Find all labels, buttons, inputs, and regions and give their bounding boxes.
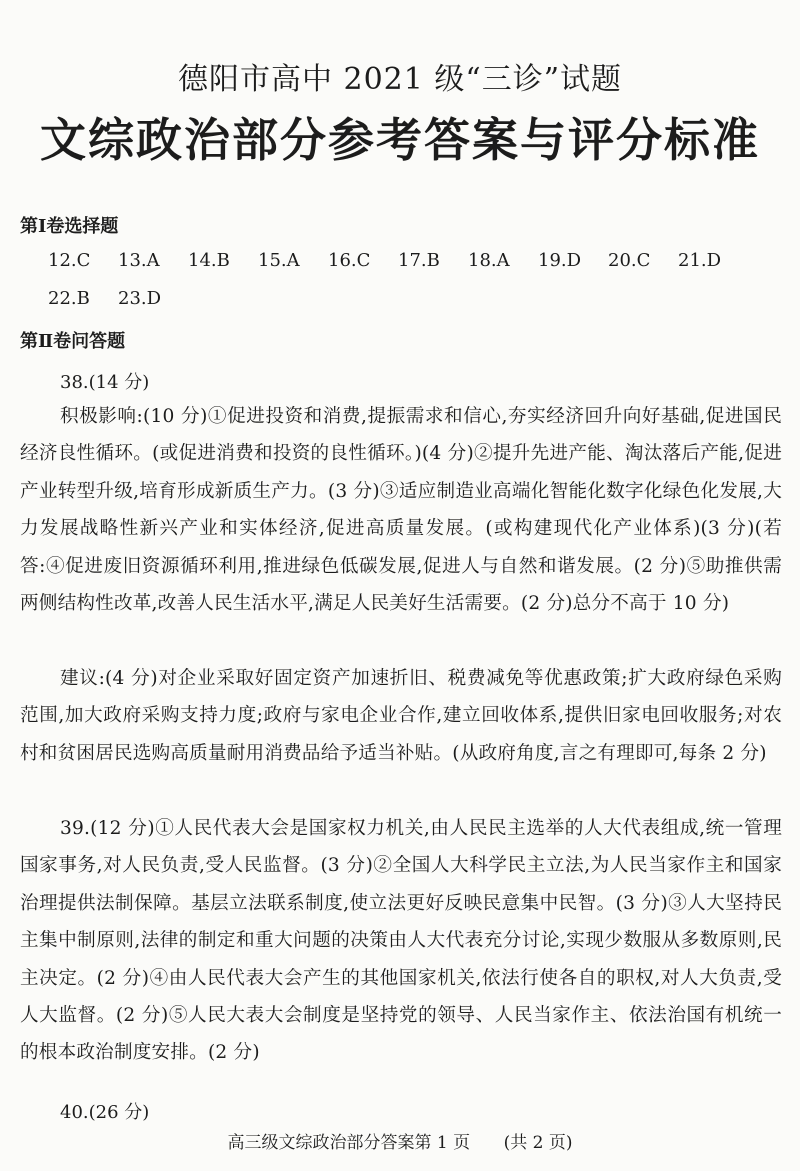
section1-heading: 第Ⅰ卷选择题 xyxy=(20,216,119,237)
answer-item: 20.C xyxy=(608,250,651,271)
answer-item: 14.B xyxy=(188,250,230,271)
answer-item: 17.B xyxy=(398,250,440,271)
answer-item: 12.C xyxy=(48,250,91,271)
footer-page-label: 高三级文综政治部分答案第 1 页 xyxy=(227,1133,471,1153)
answer-item: 13.A xyxy=(118,250,160,271)
document-title-line1: 德阳市高中 2021 级“三诊”试题 xyxy=(177,62,623,97)
choice-answers-row2 xyxy=(48,288,188,309)
answer-item: 19.D xyxy=(538,250,582,271)
question-39-paragraph: 39.(12 分)①人民代表大会是国家权力机关,由人民民主选举的人大代表组成,统一管理国家事务,对人民负责,受人民监督。(3 分)②全国人大科学民主立法,为人民当家作主和国家治理提供法制保障。基层立法联系制度,使立法更好反映民意集中民智。(3 分)③人大坚持民主集中制原则,法律的制定和重大问题的决策由人大代表充分讨论,实现少数服从多数原则,民主决定。(2 分)④由人民代表大会产生的其他国家机关,依法行使各自的职权,对人大负责,受人大监督。(2 分)⑤人民大表大会制度是坚持党的领导、人民当家作主、依法治国有机统一的根本政治制度安排。(2 分) xyxy=(20,818,782,1064)
page-footer xyxy=(0,1128,800,1153)
choice-answers-row1 xyxy=(48,250,748,271)
answer-item: 23.D xyxy=(118,288,162,309)
answer-item: 22.B xyxy=(48,288,90,309)
footer-total-label: (共 2 页) xyxy=(503,1133,573,1153)
question-40-label: 40.(26 分) xyxy=(60,1102,150,1123)
answer-item: 21.D xyxy=(678,250,722,271)
document-title-line2: 文综政治部分参考答案与评分标准 xyxy=(40,113,760,167)
question-38-suggestion-paragraph: 建议:(4 分)对企业采取好固定资产加速折旧、税费减免等优惠政策;扩大政府绿色采购范围,加大政府采购支持力度;政府与家电企业合作,建立回收体系,提供旧家电回收服务;对农村和贫困居民选购高质量耐用消费品给予适当补贴。(从政府角度,言之有理即可,每条 2 分) xyxy=(20,668,782,764)
answer-item: 18.A xyxy=(468,250,510,271)
answer-item: 16.C xyxy=(328,250,371,271)
question-38-impact-paragraph: 积极影响:(10 分)①促进投资和消费,提振需求和信心,夯实经济回升向好基础,促进国民经济良性循环。(或促进消费和投资的良性循环。)(4 分)②提升先进产能、淘汰落后产能,促进产业转型升级,培育形成新质生产力。(3 分)③适应制造业高端化智能化数字化绿色化发展,大力发展战略性新兴产业和实体经济,促进高质量发展。(或构建现代化产业体系)(3 分)(若答:④促进废旧资源循环利用,推进绿色低碳发展,促进人与自然和谐发展。(2 分)⑤助推供需两侧结构性改革,改善人民生活水平,满足人民美好生活需要。(2 分)总分不高于 10 分) xyxy=(20,406,782,615)
question-38-label: 38.(14 分) xyxy=(60,372,150,393)
section2-heading: 第Ⅱ卷问答题 xyxy=(20,331,126,352)
answer-item: 15.A xyxy=(258,250,300,271)
